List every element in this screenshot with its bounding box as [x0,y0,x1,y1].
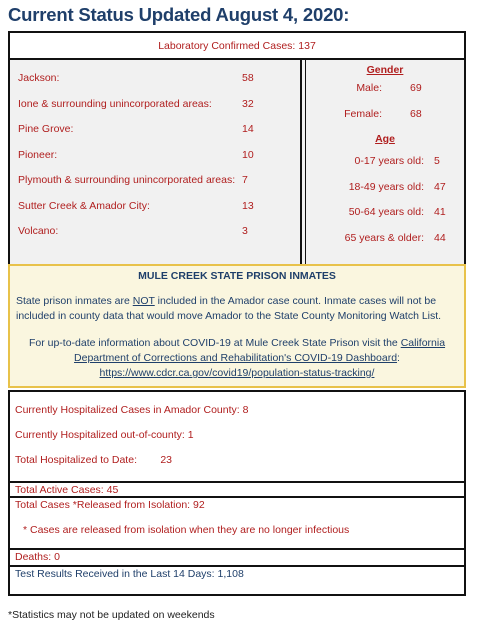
area-name: Sutter Creek & Amador City: [18,199,150,212]
dashboard-paragraph [16,336,458,381]
age-count: 44 [434,231,446,244]
hospital-row: Currently Hospitalized Cases in Amador County: 8 [15,404,249,416]
age-count: 5 [434,155,440,167]
gender-heading: Gender [366,64,404,76]
area-count: 10 [242,148,254,161]
gender-count: 69 [410,82,422,94]
active-cases-box [8,481,466,498]
area-count: 58 [242,72,254,84]
area-name: Jackson: [18,72,60,84]
area-row [10,149,300,175]
area-name: Plymouth & surrounding unincorporated areas: [18,174,236,186]
area-row [10,174,300,200]
prison-text: State prison inmates are [16,295,133,307]
prison-text: included in the Amador case count. Inmate cases will not be included in county data that would move Amador to the State County Monitoring Watch List. [16,295,442,322]
age-heading: Age [375,133,395,145]
age-label: 65 years & older: [344,231,424,244]
age-count: 47 [434,180,446,193]
tests-text: Test Results Received in the Last 14 Days: 1,108 [15,568,244,580]
area-row [10,225,300,251]
dashboard-text: For up-to-date information about COVID-19 at Mule Creek State Prison visit the [28,337,401,349]
cdcr-url-link[interactable]: https://www.cdcr.ca.gov/covid19/population-status-tracking/ [99,367,375,379]
gender-count: 68 [410,107,422,120]
active-cases-text: Total Active Cases: 45 [15,484,119,496]
area-name: Pine Grove: [18,123,74,135]
prison-notice [8,264,466,388]
hospitalization-box [8,390,466,481]
age-row [306,232,464,258]
age-label: 18-49 years old: [348,180,424,193]
area-name: Ione & surrounding unincorporated areas: [18,97,212,110]
gender-row [306,108,464,134]
released-text: Total Cases *Released from Isolation: 92 [15,499,205,511]
area-count: 14 [242,123,254,135]
prison-heading: MULE CREEK STATE PRISON INMATES [138,270,336,282]
age-row [306,206,464,232]
cdcr-dashboard-link[interactable]: California Department of Corrections and Rehabilitation's COVID-19 Dashboard [74,337,446,364]
not-emphasis: NOT [132,295,155,307]
released-box [8,497,466,550]
age-row [306,155,464,181]
hospital-row: Total Hospitalized to Date: 23 [15,454,172,466]
confirmed-cases-text: Laboratory Confirmed Cases: 137 [158,39,316,52]
demographics [305,60,464,266]
deaths-box [8,550,466,567]
hospital-row: Currently Hospitalized out-of-county: 1 [15,429,194,441]
colon-text: : [397,352,400,364]
gender-label: Female: [344,107,382,120]
area-breakdown [10,60,302,266]
area-count: 13 [242,199,254,212]
age-count: 41 [434,206,446,218]
area-row [10,123,300,149]
area-name: Volcano: [18,225,59,237]
area-count: 7 [242,174,248,186]
confirmed-cases-box [8,31,466,60]
age-row [306,181,464,207]
page-title: Current Status Updated August 4, 2020: [8,4,350,25]
area-count: 32 [242,97,254,110]
age-label: 0-17 years old: [354,155,424,167]
area-name: Pioneer: [18,148,58,161]
prison-paragraph [16,294,458,324]
area-row [10,98,300,124]
breakdown-box [8,60,466,266]
footnote: *Statistics may not be updated on weekends [8,609,215,621]
area-row [10,72,300,98]
released-note: * Cases are released from isolation when they are no longer infectious [23,524,350,536]
deaths-text: Deaths: 0 [15,551,60,563]
gender-label: Male: [356,82,382,94]
tests-box [8,567,466,596]
gender-row [306,82,464,108]
area-row [10,200,300,226]
age-label: 50-64 years old: [348,206,424,218]
area-count: 3 [242,225,248,237]
